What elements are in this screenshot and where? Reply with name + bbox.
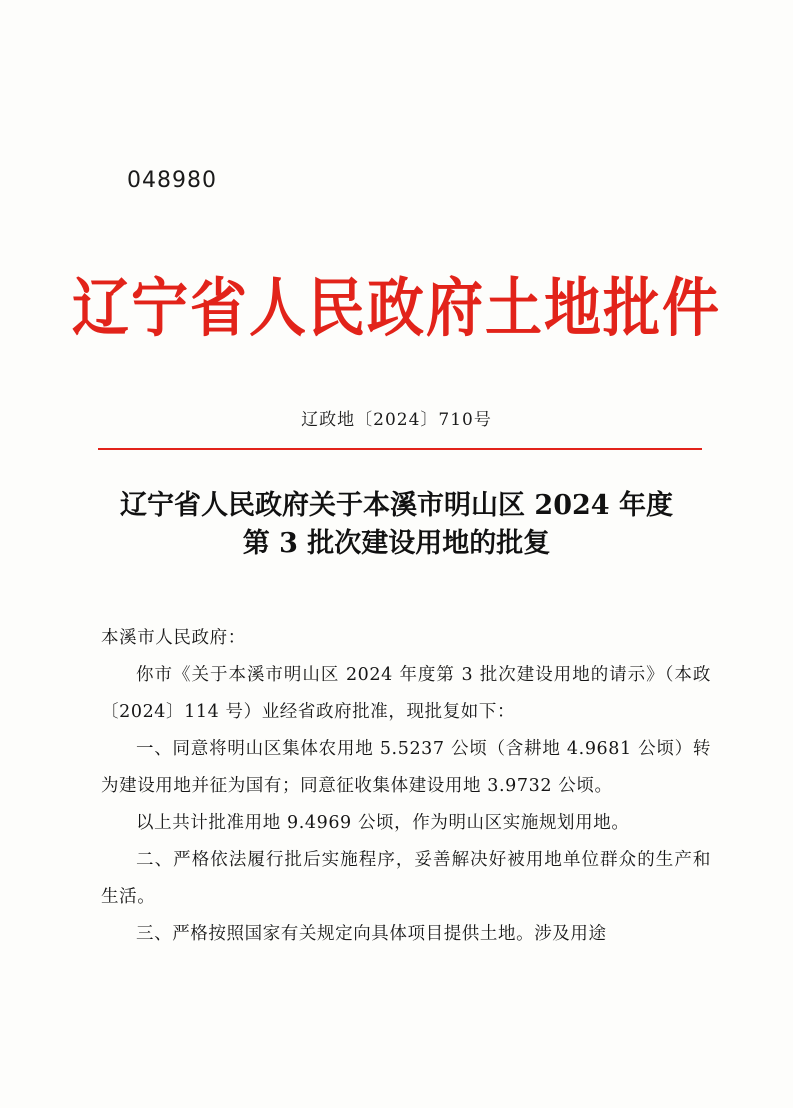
body-paragraph: 一、同意将明山区集体农用地 5.5237 公顷（含耕地 4.9681 公顷）转为建设用地并征为国有；同意征收集体建设用地 3.9732 公顷。 [101, 739, 711, 796]
masthead-title: 辽宁省人民政府土地批件 [72, 271, 721, 346]
document-number: 辽政地〔2024〕710号 [301, 410, 492, 430]
document-body [101, 620, 711, 953]
salutation: 本溪市人民政府： [101, 628, 246, 648]
title-line-2: 第 3 批次建设用地的批复 [242, 528, 551, 559]
body-paragraph: 以上共计批准用地 9.4969 公顷，作为明山区实施规划用地。 [136, 813, 630, 833]
document-title [0, 487, 793, 563]
body-paragraph: 三、严格按照国家有关规定向具体项目提供土地。涉及用途 [136, 924, 607, 944]
body-paragraph: 二、严格依法履行批后实施程序，妥善解决好被用地单位群众的生产和生活。 [101, 850, 711, 907]
body-paragraph: 你市《关于本溪市明山区 2024 年度第 3 批次建设用地的请示》（本政〔2024〕114 号）业经省政府批准，现批复如下： [101, 665, 711, 722]
title-line-1: 辽宁省人民政府关于本溪市明山区 2024 年度 [120, 490, 673, 521]
serial-number: 048980 [127, 168, 217, 193]
red-divider-line [98, 448, 702, 450]
